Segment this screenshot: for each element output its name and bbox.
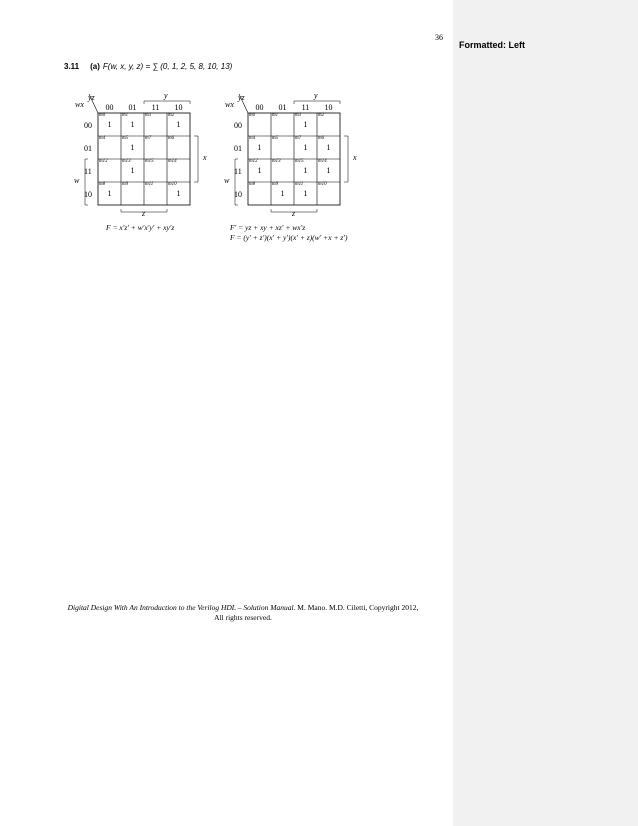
kmap-left-minterm-label: m9	[122, 182, 129, 187]
kmap-left-cell-value: 1	[130, 120, 135, 129]
kmap-left-col-header: 10	[174, 103, 183, 112]
kmap-right-cell	[271, 159, 294, 182]
kmap-left-cell	[98, 136, 121, 159]
footer-rights: All rights reserved.	[214, 613, 272, 622]
kmap-right-cell	[248, 136, 271, 159]
kmap-left-minterm-label: m7	[145, 136, 152, 141]
kmap-right-col-header: 10	[324, 103, 333, 112]
kmap-left-cell	[121, 113, 144, 136]
copyright-footer	[63, 603, 423, 623]
kmap-left-cell-value: 1	[107, 189, 112, 198]
page-number: 36	[435, 33, 443, 42]
kmap-left-cell	[121, 182, 144, 205]
kmap-right-cell-value: 1	[257, 143, 262, 152]
kmap-left-cell-value: 1	[176, 189, 181, 198]
kmap-right-equation-complement: F′ = yz + xy + xz′ + wx′z	[230, 223, 306, 232]
kmap-left-minterm-label: m3	[145, 113, 152, 118]
kmap-right-minterm-label: m12	[249, 159, 258, 164]
kmap-left-corner-wx: wx	[75, 100, 84, 109]
kmap-left-cell	[144, 113, 167, 136]
kmap-right-cell	[271, 113, 294, 136]
kmap-left-cell-value: 1	[130, 143, 135, 152]
kmap-left-col-header: 00	[105, 103, 114, 112]
kmap-right-minterm-label: m14	[318, 159, 327, 164]
sidebar-title: Formatted: Left	[459, 40, 525, 50]
kmap-left-row-header: 00	[84, 121, 92, 130]
kmap-left-var-w: w	[74, 176, 80, 185]
kmap-right-cell-value: 1	[280, 189, 285, 198]
footer-book-title: Digital Design With An Introduction to the Verilog HDL – Solution Manual.	[67, 603, 296, 612]
kmap-right-minterm-label: m1	[272, 113, 279, 118]
kmap-left-minterm-label: m4	[99, 136, 106, 141]
kmap-right-minterm-label: m11	[295, 182, 304, 187]
kmap-right-cell	[248, 159, 271, 182]
kmap-right-cell	[248, 182, 271, 205]
kmap-left-minterm-label: m10	[168, 182, 177, 187]
kmap-right-row-header: 11	[234, 167, 242, 176]
kmap-right-cell	[317, 136, 340, 159]
kmap-left-cell	[167, 136, 190, 159]
kmap-right-cell	[294, 113, 317, 136]
kmap-right-col-header: 11	[301, 103, 310, 112]
kmap-right-row-header: 01	[234, 144, 242, 153]
kmap-right-var-w: w	[224, 176, 230, 185]
kmap-left-minterm-label: m15	[145, 159, 154, 164]
kmap-right-cell	[294, 136, 317, 159]
kmap-right-cell	[317, 182, 340, 205]
kmap-left-cell	[98, 182, 121, 205]
kmap-right-corner-wx: wx	[225, 100, 234, 109]
kmap-right-minterm-label: m7	[295, 136, 302, 141]
kmap-right-corner-yz: yz	[238, 93, 245, 102]
kmap-right-minterm-label: m8	[249, 182, 256, 187]
kmap-left-cell-value: 1	[176, 120, 181, 129]
kmap-left-cell	[144, 136, 167, 159]
kmap-left-minterm-label: m0	[99, 113, 106, 118]
kmap-right-cell-value: 1	[303, 143, 308, 152]
kmap-right-var-z: z	[292, 209, 296, 218]
kmap-right-cell-value: 1	[303, 166, 308, 175]
kmap-right-minterm-label: m6	[318, 136, 325, 141]
kmap-left-row-header: 01	[84, 144, 92, 153]
kmap-right-minterm-label: m9	[272, 182, 279, 187]
problem-heading	[64, 62, 232, 71]
kmap-left-minterm-label: m14	[168, 159, 177, 164]
kmap-left-var-z: z	[142, 209, 146, 218]
kmap-left-col-header: 01	[128, 103, 137, 112]
kmap-right-cell	[317, 159, 340, 182]
kmap-left-cell	[144, 159, 167, 182]
kmap-left-minterm-label: m1	[122, 113, 129, 118]
kmap-right-minterm-label: m10	[318, 182, 327, 187]
kmap-left-cell	[167, 159, 190, 182]
kmap-right-cell-value: 1	[303, 120, 308, 129]
kmap-right-minterm-label: m0	[249, 113, 256, 118]
kmap-right-cell	[294, 182, 317, 205]
kmap-right-cell	[294, 159, 317, 182]
kmap-right-row-header: 10	[234, 190, 242, 199]
kmap-left-minterm-label: m12	[99, 159, 108, 164]
kmap-right-var-x: x	[353, 153, 357, 162]
kmap-right-minterm-label: m15	[295, 159, 304, 164]
kmap-left	[72, 92, 212, 237]
kmap-right-minterm-label: m2	[318, 113, 325, 118]
problem-part: (a)	[90, 62, 100, 71]
kmap-right-minterm-label: m5	[272, 136, 279, 141]
kmap-left-cell	[167, 182, 190, 205]
kmap-left-cell	[98, 159, 121, 182]
kmap-right-minterm-label: m3	[295, 113, 302, 118]
problem-function: F(w, x, y, z) = ∑ (0, 1, 2, 5, 8, 10, 13)	[102, 62, 233, 71]
kmap-right	[222, 92, 382, 247]
kmap-left-row-header: 11	[84, 167, 92, 176]
kmap-left-minterm-label: m2	[168, 113, 175, 118]
kmap-right-cell-value: 1	[326, 143, 331, 152]
kmap-right-cell-value: 1	[303, 189, 308, 198]
kmap-left-var-y: y	[164, 91, 168, 100]
kmap-left-row-header: 10	[84, 190, 92, 199]
kmap-left-minterm-label: m5	[122, 136, 129, 141]
problem-number: 3.11	[64, 62, 80, 71]
kmap-right-cell	[248, 113, 271, 136]
kmap-right-minterm-label: m13	[272, 159, 281, 164]
kmap-left-equation: F = x′z′ + w′x′y′ + xy′z	[106, 223, 175, 232]
kmap-left-cell-value: 1	[130, 166, 135, 175]
kmap-left-col-header: 11	[151, 103, 160, 112]
kmap-right-col-header: 01	[278, 103, 287, 112]
kmap-left-cell	[144, 182, 167, 205]
kmap-right-minterm-label: m4	[249, 136, 256, 141]
kmap-left-minterm-label: m11	[145, 182, 154, 187]
kmap-right-cell	[317, 113, 340, 136]
comment-sidebar	[453, 0, 638, 826]
kmap-right-cell-value: 1	[326, 166, 331, 175]
kmap-right-cell	[271, 182, 294, 205]
kmap-left-minterm-label: m8	[99, 182, 106, 187]
kmap-left-cell	[121, 136, 144, 159]
kmap-left-corner-yz: yz	[88, 93, 95, 102]
footer-authors: M. Mano. M.D. Ciletti, Copyright 2012,	[295, 603, 419, 612]
kmap-right-cell-value: 1	[257, 166, 262, 175]
kmap-left-var-x: x	[203, 153, 207, 162]
kmap-right-var-y: y	[314, 91, 318, 100]
kmap-left-cell	[98, 113, 121, 136]
kmap-right-row-header: 00	[234, 121, 242, 130]
kmap-left-cell	[121, 159, 144, 182]
kmap-right-cell	[271, 136, 294, 159]
kmap-left-cell-value: 1	[107, 120, 112, 129]
kmap-left-cell	[167, 113, 190, 136]
kmap-right-equation-pos: F = (y′ + z′)(x′ + y′)(x′ + z)(w′ +x + z′)	[230, 233, 348, 242]
kmap-left-minterm-label: m6	[168, 136, 175, 141]
kmap-right-col-header: 00	[255, 103, 264, 112]
kmap-left-minterm-label: m13	[122, 159, 131, 164]
